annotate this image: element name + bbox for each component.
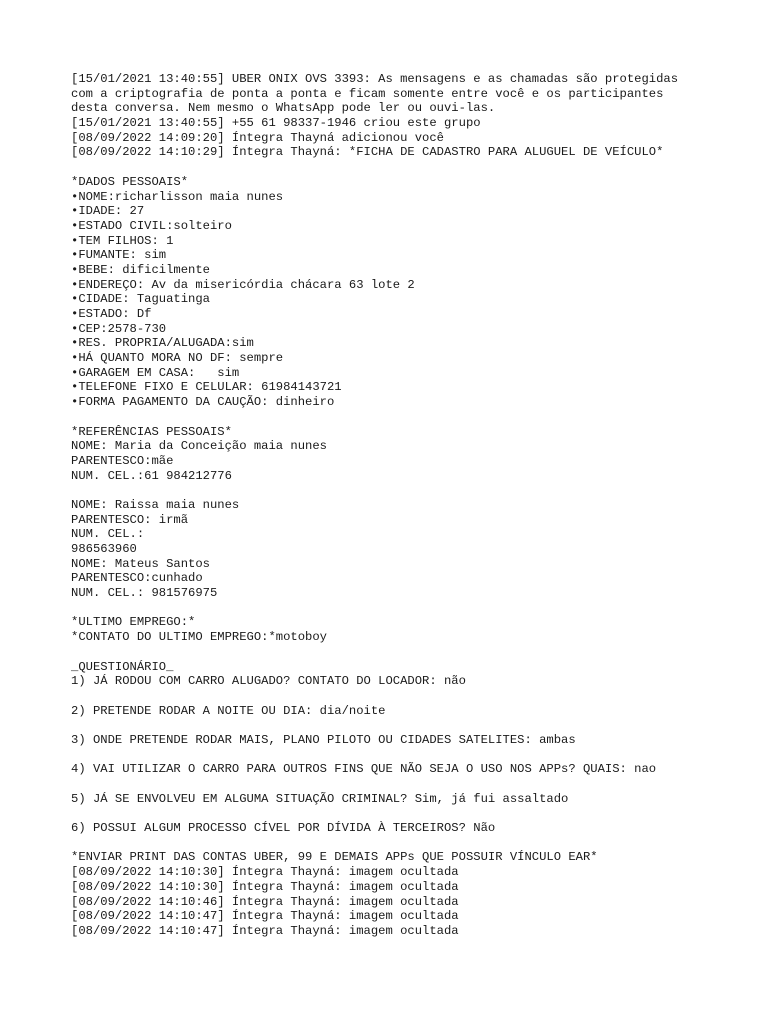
question-3: 3) ONDE PRETENDE RODAR MAIS, PLANO PILOTO OU CIDADES SATELITES: ambas [71,732,576,747]
spacer [71,410,761,425]
field-garagem: •GARAGEM EM CASA: sim [71,365,240,380]
field-estado: •ESTADO: Df [71,307,152,321]
spacer [71,689,761,704]
spacer [71,777,761,792]
image-omitted-message: [08/09/2022 14:10:47] Íntegra Thayná: imagem ocultada [71,909,459,924]
image-omitted-message: [08/09/2022 14:10:46] Íntegra Thayná: imagem ocultada [71,894,459,909]
spacer [71,483,761,498]
form-title-line: [08/09/2022 14:10:29] Íntegra Thayná: *FICHA DE CADASTRO PARA ALUGUEL DE VEÍCULO* [71,145,664,160]
ref-nome: NOME: Raissa maia nunes [71,497,240,512]
ref-celular-number: 986563960 [71,542,137,556]
ref-nome: NOME: Maria da Conceição maia nunes [71,439,327,454]
field-endereco: •ENDEREÇO: Av da misericórdia chácara 63 lote 2 [71,277,415,292]
image-omitted-message: [08/09/2022 14:10:47] Íntegra Thayná: imagem ocultada [71,923,459,938]
ref-parentesco: PARENTESCO:cunhado [71,571,203,586]
chat-transcript [71,72,761,939]
spacer [71,645,761,660]
section-heading-dados-pessoais: *DADOS PESSOAIS* [71,174,189,189]
field-tem-filhos: •TEM FILHOS: 1 [71,233,174,248]
ref-parentesco: PARENTESCO:mãe [71,453,174,468]
image-omitted-message: [08/09/2022 14:10:30] Íntegra Thayná: imagem ocultada [71,879,459,894]
section-heading-referencias: *REFERÊNCIAS PESSOAIS* [71,424,232,439]
spacer [71,718,761,733]
field-idade: •IDADE: 27 [71,204,145,219]
ref-nome: NOME: Mateus Santos [71,556,210,571]
spacer [71,748,761,763]
question-1: 1) JÁ RODOU COM CARRO ALUGADO? CONTATO DO LOCADOR: não [71,674,466,689]
spacer [71,601,761,616]
contato-ultimo-emprego: *CONTATO DO ULTIMO EMPREGO:*motoboy [71,630,327,645]
ultimo-emprego: *ULTIMO EMPREGO:* [71,615,196,630]
question-2: 2) PRETENDE RODAR A NOITE OU DIA: dia/noite [71,703,386,718]
ref-parentesco: PARENTESCO: irmã [71,512,189,527]
section-heading-questionario: _QUESTIONÁRIO_ [71,659,174,674]
field-cep: •CEP:2578-730 [71,321,167,336]
field-fumante: •FUMANTE: sim [71,248,167,263]
question-6: 6) POSSUI ALGUM PROCESSO CÍVEL POR DÍVIDA À TERCEIROS? Não [71,821,496,836]
image-omitted-message: [08/09/2022 14:10:30] Íntegra Thayná: imagem ocultada [71,865,459,880]
question-5: 5) JÁ SE ENVOLVEU EM ALGUMA SITUAÇÃO CRIMINAL? Sim, já fui assaltado [71,791,569,806]
question-4: 4) VAI UTILIZAR O CARRO PARA OUTROS FINS QUE NÃO SEJA O USO NOS APPs? QUAIS: nao [71,762,657,777]
added-you-line: [08/09/2022 14:09:20] Íntegra Thayná adicionou você [71,130,444,145]
field-bebe: •BEBE: dificilmente [71,262,210,277]
field-nome: •NOME:richarlisson maia nunes [71,189,284,204]
enviar-print-instruction: *ENVIAR PRINT DAS CONTAS UBER, 99 E DEMAIS APPs QUE POSSUIR VÍNCULO EAR* [71,850,598,865]
field-estado-civil: •ESTADO CIVIL:solteiro [71,218,232,233]
field-tempo-df: •HÁ QUANTO MORA NO DF: sempre [71,351,284,366]
field-residencia: •RES. PROPRIA/ALUGADA:sim [71,336,254,351]
ref-celular: NUM. CEL.: [71,527,145,542]
system-message-line: desta conversa. Nem mesmo o WhatsApp pode ler ou ouvi-las. [71,101,496,116]
ref-celular: NUM. CEL.:61 984212776 [71,468,232,483]
field-pagamento-caucao: •FORMA PAGAMENTO DA CAUÇÃO: dinheiro [71,395,335,410]
system-message-line: [15/01/2021 13:40:55] UBER ONIX OVS 3393: As mensagens e as chamadas são protegidas [71,72,679,86]
spacer [71,160,761,175]
ref-celular: NUM. CEL.: 981576975 [71,586,218,601]
field-cidade: •CIDADE: Taguatinga [71,292,210,307]
group-created-line: [15/01/2021 13:40:55] +55 61 98337-1946 criou este grupo [71,116,481,131]
spacer [71,836,761,851]
spacer [71,806,761,821]
system-message-line: com a criptografia de ponta a ponta e ficam somente entre você e os participantes [71,86,664,101]
field-telefone: •TELEFONE FIXO E CELULAR: 61984143721 [71,380,342,395]
